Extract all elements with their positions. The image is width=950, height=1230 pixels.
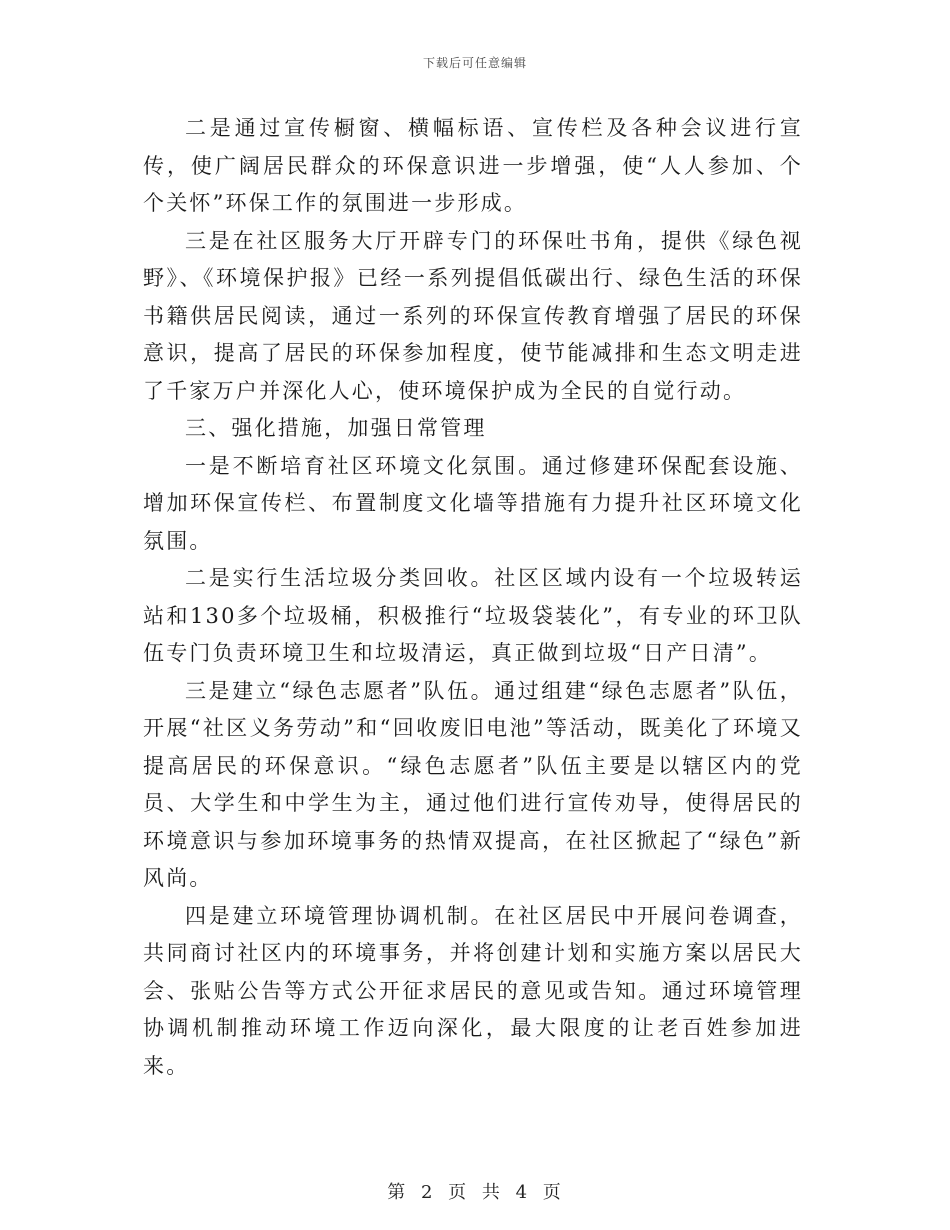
paragraph-publicity-channels: 二是通过宣传橱窗、横幅标语、宣传栏及各种会议进行宣传，使广阔居民群众的环保意识进一步增强，使“人人参加、个个关怀”环保工作的氛围进一步形成。 — [143, 116, 803, 215]
page-number: 第 2 页 共 4 页 — [387, 1182, 563, 1203]
paragraph-reading-corner: 三是在社区服务大厅开辟专门的环保吐书角，提供《绿色视野》、《环境保护报》已经一系列提倡低碳出行、绿色生活的环保书籍供居民阅读，通过一系列的环保宣传教育增强了居民的环保意识，提高了居民的环保参加程度，使节能减排和生态文明走进了千家万户并深化人心，使环境保护成为全民的自觉行动。 — [143, 228, 803, 403]
paragraph-coordination-mechanism: 四是建立环境管理协调机制。在社区居民中开展问卷调查，共同商讨社区内的环境事务，并将创建计划和实施方案以居民大会、张贴公告等方式公开征求居民的意见或告知。通过环境管理协调机制推动环境工作迈向深化，最大限度的让老百姓参加进来。 — [143, 903, 803, 1078]
paragraph-environment-culture: 一是不断培育社区环境文化氛围。通过修建环保配套设施、增加环保宣传栏、布置制度文化墙等措施有力提升社区环境文化氛围。 — [143, 453, 803, 553]
section-heading-measures: 三、强化措施，加强日常管理 — [185, 416, 487, 440]
page-header: 下载后可任意编辑 — [422, 56, 527, 70]
paragraph-garbage-sorting: 二是实行生活垃圾分类回收。社区区域内设有一个垃圾转运站和130多个垃圾桶，积极推行“垃圾袋装化”，有专业的环卫队伍专门负责环境卫生和垃圾清运，真正做到垃圾“日产日清”。 — [143, 566, 803, 665]
paragraph-green-volunteers: 三是建立“绿色志愿者”队伍。通过组建“绿色志愿者”队伍，开展“社区义务劳动”和“回收废旧电池”等活动，既美化了环境又提高居民的环保意识。“绿色志愿者”队伍主要是以辖区内的党员、大学生和中学生为主，通过他们进行宣传劝导，使得居民的环境意识与参加环境事务的热情双提高，在社区掀起了“绿色”新风尚。 — [143, 678, 803, 890]
document-body — [143, 110, 803, 1085]
